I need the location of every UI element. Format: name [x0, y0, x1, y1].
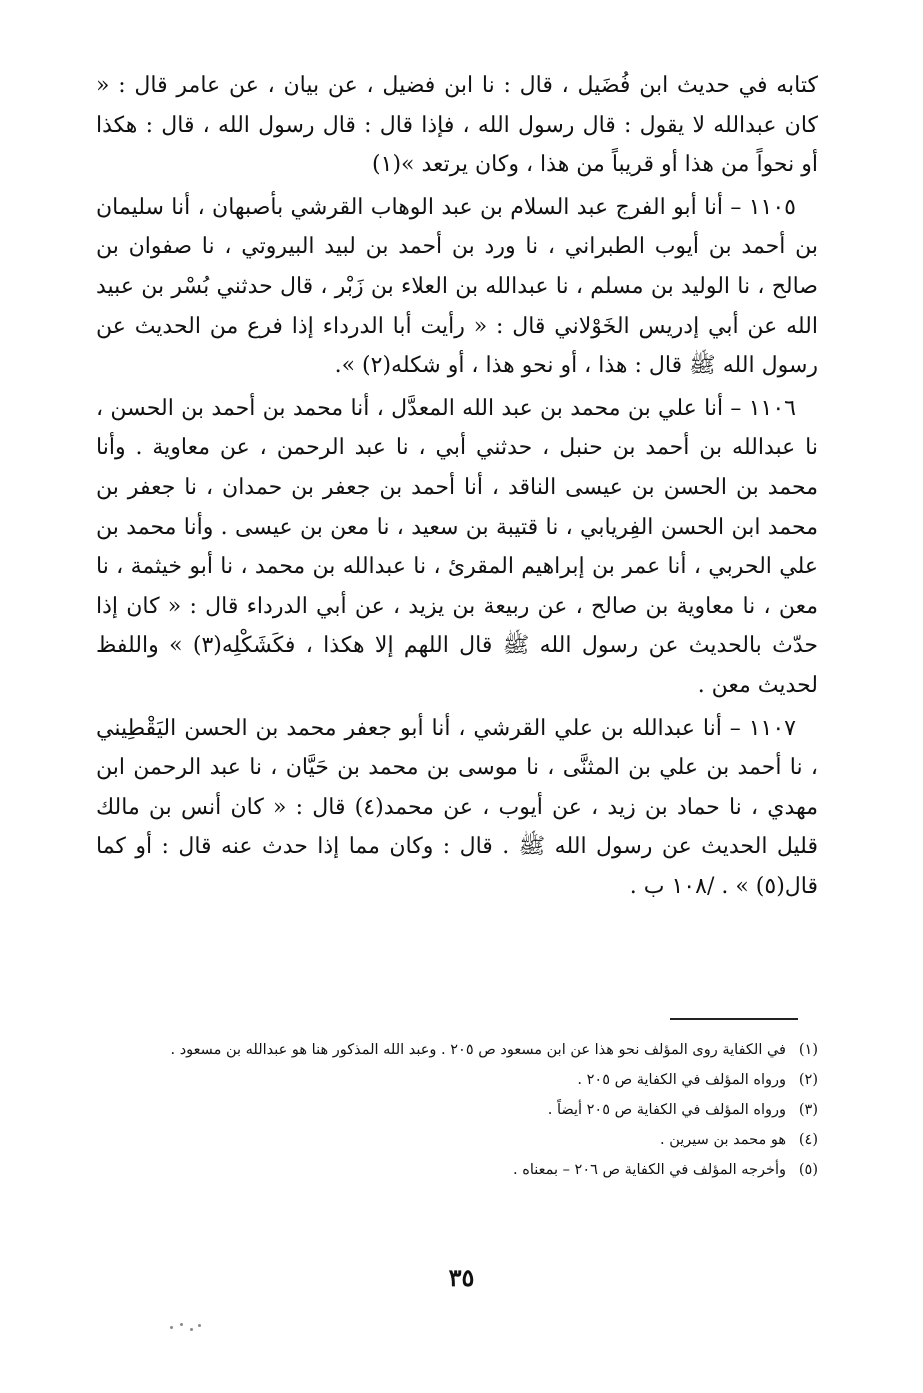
footnote-number: (٢) — [798, 1072, 818, 1088]
footnote-number: (١) — [798, 1042, 818, 1058]
page-number: ٣٥ — [448, 1263, 475, 1292]
paragraph-continuation: كتابه في حديث ابن فُضَيل ، قال : نا ابن فضيل ، عن بيان ، عن عامر قال : « كان عبدالله لا يقول : قال رسول الله ، فإذا قال : قال رسول الله ، قال : هكذا أو نحواً من هذا أو قريباً من هذا ، وكان يرتعد »(١) — [96, 73, 818, 178]
footnotes — [92, 1035, 818, 1185]
paragraph-hadith-1107: ١١٠٧ – أنا عبدالله بن علي القرشي ، أنا أبو جعفر محمد بن الحسن اليَقْطِيني ، نا أحمد بن علي بن المثنَّى ، نا موسى بن محمد بن حَيَّان ، نا عبد الرحمن ابن مهدي ، نا حماد بن زيد ، عن أيوب ، عن محمد(٤) قال : « كان أنس بن مالك قليل الحديث عن رسول الله ﷺ . قال : وكان مما إذا حدث عنه قال : أو كما قال(٥) » . /١٠٨ ب . — [96, 715, 818, 899]
footnote-item — [92, 1155, 818, 1185]
footnote-text: ورواه المؤلف في الكفاية ص ٢٠٥ . — [577, 1072, 786, 1088]
footnote-item — [92, 1095, 818, 1125]
footnote-item — [92, 1125, 818, 1155]
scan-specks — [168, 1318, 208, 1336]
speck — [180, 1323, 183, 1326]
speck — [198, 1324, 201, 1327]
footnote-number: (٤) — [798, 1132, 818, 1148]
footnote-number: (٣) — [798, 1102, 818, 1118]
footnote-item — [92, 1035, 818, 1065]
footnote-text: وأخرجه المؤلف في الكفاية ص ٢٠٦ – بمعناه . — [513, 1162, 786, 1178]
paragraph-hadith-1106: ١١٠٦ – أنا علي بن محمد بن عبد الله المعدَّل ، أنا محمد بن أحمد بن الحسن ، نا عبدالله بن أحمد بن حنبل ، حدثني أبي ، نا عبد الرحمن ، عن معاوية . وأنا محمد بن الحسن بن عيسى الناقد ، أنا أحمد بن جعفر بن حمدان ، نا جعفر بن محمد ابن الحسن الفِريابي ، نا قتيبة بن سعيد ، نا معن بن عيسى . وأنا محمد بن علي الحربي ، أنا عمر بن إبراهيم المقرئ ، نا عبدالله بن محمد ، نا أبو خيثمة ، نا معن ، نا معاوية بن صالح ، عن ربيعة بن يزيد ، عن أبي الدرداء قال : « كان إذا حدّث بالحديث عن رسول الله ﷺ قال اللهم إلا هكذا ، فكَشَكْلِه(٣) » واللفظ لحديث معن . — [96, 395, 819, 698]
footnote-text: في الكفاية روى المؤلف نحو هذا عن ابن مسعود ص ٢٠٥ . وعبد الله المذكور هنا هو عبدالله بن مسعود . — [170, 1042, 786, 1058]
speck — [190, 1328, 193, 1331]
footnote-number: (٥) — [798, 1162, 818, 1178]
footnote-text: ورواه المؤلف في الكفاية ص ٢٠٥ أيضاً . — [547, 1102, 786, 1118]
footnote-divider — [670, 1018, 798, 1020]
footnote-text: هو محمد بن سيرين . — [660, 1132, 786, 1148]
footnote-item — [92, 1065, 818, 1095]
main-text — [96, 66, 818, 909]
speck — [170, 1326, 173, 1329]
paragraph-hadith-1105: ١١٠٥ – أنا أبو الفرج عبد السلام بن عبد الوهاب القرشي بأصبهان ، أنا سليمان بن أحمد بن أيوب الطبراني ، نا ورد بن أحمد بن لبيد البيروتي ، نا صفوان بن صالح ، نا الوليد بن مسلم ، نا عبدالله بن العلاء بن زَبْر ، قال حدثني بُسْر بن عبيد الله عن أبي إدريس الخَوْلاني قال : « رأيت أبا الدرداء إذا فرع من الحديث عن رسول الله ﷺ قال : هذا ، أو نحو هذا ، أو شكله(٢) ». — [96, 194, 818, 379]
